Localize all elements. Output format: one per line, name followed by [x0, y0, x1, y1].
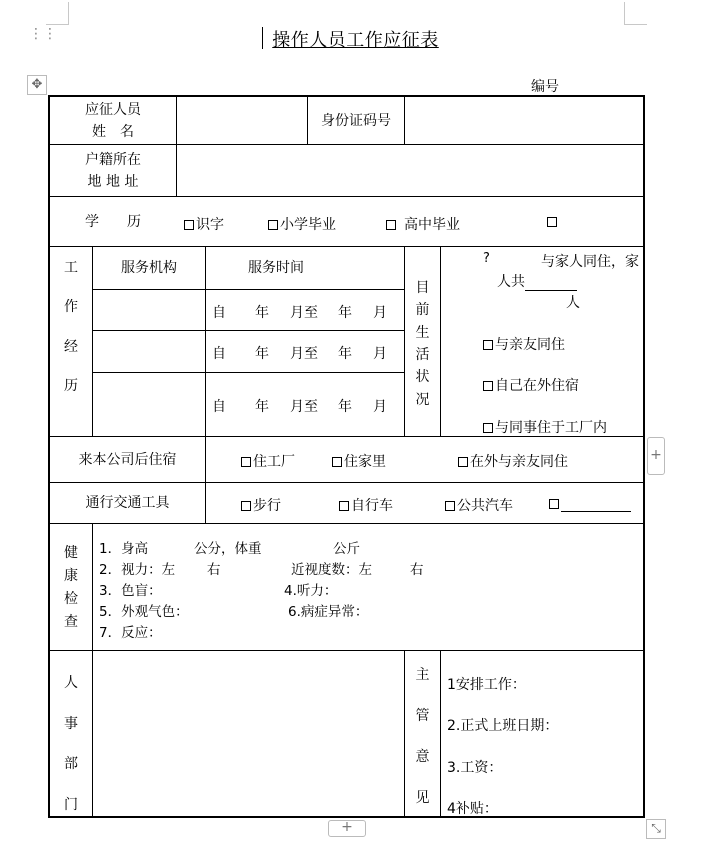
- checkbox-icon: [339, 501, 349, 511]
- household-address-field[interactable]: [177, 145, 643, 196]
- checkbox-icon: [483, 381, 493, 391]
- living-person-unit: 人: [566, 295, 580, 311]
- education-label: 学 历: [85, 213, 141, 230]
- living-with-family[interactable]: 与家人同住，家: [541, 254, 639, 270]
- living-question-mark: ?: [483, 251, 490, 266]
- living-with-friends[interactable]: 与亲友同住: [483, 334, 565, 354]
- table-move-icon[interactable]: ✥: [27, 75, 47, 95]
- mgr-item-allowance[interactable]: 4补贴：: [447, 801, 498, 817]
- mgr-item-salary[interactable]: 3.工资：: [447, 760, 503, 776]
- table-resize-icon[interactable]: ⤡: [646, 819, 666, 839]
- hr-department-field[interactable]: [93, 651, 404, 816]
- commute-option-bus[interactable]: 公共汽车: [445, 495, 513, 515]
- edu-option-other[interactable]: [547, 214, 559, 230]
- hr-department-label: 人 事 部 门: [64, 675, 78, 813]
- applicant-name-label: 应征人员 姓 名: [85, 101, 141, 140]
- current-living-label: 目 前 生 活 状 况: [415, 280, 430, 408]
- living-with-coworkers[interactable]: 与同事住于工厂内: [483, 417, 607, 437]
- checkbox-icon: [184, 220, 194, 230]
- document-title: 操作人员工作应征表: [272, 30, 439, 51]
- commute-option-bicycle[interactable]: 自行车: [339, 495, 393, 515]
- checkbox-icon: [268, 220, 278, 230]
- work-experience-label: 工 作 经 历: [64, 259, 78, 395]
- checkbox-icon: [241, 457, 251, 467]
- service-org-field-2[interactable]: [93, 331, 205, 372]
- checkbox-icon: [483, 423, 493, 433]
- id-number-field[interactable]: [405, 97, 643, 144]
- household-address-label: 户籍所在 地 地 址: [85, 151, 141, 190]
- page-corner-top-left: [46, 2, 69, 25]
- edu-option-highschool[interactable]: 高中毕业: [386, 214, 460, 234]
- dorm-option-factory[interactable]: 住工厂: [241, 451, 295, 471]
- dorm-option-home[interactable]: 住家里: [332, 451, 386, 471]
- checkbox-icon: [483, 340, 493, 350]
- dorm-option-friends[interactable]: 在外与亲友同住: [458, 451, 568, 471]
- service-org-header: 服务机构: [121, 260, 177, 276]
- edu-option-primary[interactable]: 小学毕业: [268, 214, 336, 234]
- id-number-label: 身份证码号: [321, 112, 391, 129]
- serial-number-label: 编号: [531, 79, 559, 95]
- service-org-field-1[interactable]: [93, 290, 205, 330]
- mgr-item-start-date[interactable]: 2.正式上班日期：: [447, 718, 559, 734]
- service-time-header: 服务时间: [248, 260, 304, 276]
- health-check-label: 健 康 检 查: [64, 544, 78, 630]
- applicant-name-field[interactable]: [177, 97, 307, 144]
- living-outside[interactable]: 自己在外住宿: [483, 375, 579, 395]
- checkbox-icon: [549, 499, 559, 509]
- checkbox-icon: [547, 217, 557, 227]
- commute-option-other[interactable]: [549, 495, 631, 512]
- checkbox-icon: [386, 220, 396, 230]
- commute-label: 通行交通工具: [85, 495, 170, 511]
- dorm-label: 来本公司后住宿: [78, 451, 177, 468]
- checkbox-icon: [445, 501, 455, 511]
- edu-option-literate[interactable]: 识字: [184, 214, 224, 234]
- checkbox-icon: [458, 457, 468, 467]
- add-column-icon[interactable]: +: [647, 437, 665, 475]
- checkbox-icon: [241, 501, 251, 511]
- add-row-icon[interactable]: +: [328, 820, 366, 837]
- mgr-item-assignment[interactable]: 1安排工作：: [447, 677, 526, 693]
- service-org-field-3[interactable]: [93, 373, 205, 436]
- drag-handle-icon[interactable]: ⋮⋮: [29, 26, 57, 42]
- page-corner-top-right: [624, 2, 647, 25]
- living-family-count[interactable]: 人共: [497, 271, 577, 291]
- commute-option-walk[interactable]: 步行: [241, 495, 281, 515]
- supervisor-opinion-label: 主 管 意 见: [415, 666, 430, 806]
- checkbox-icon: [332, 457, 342, 467]
